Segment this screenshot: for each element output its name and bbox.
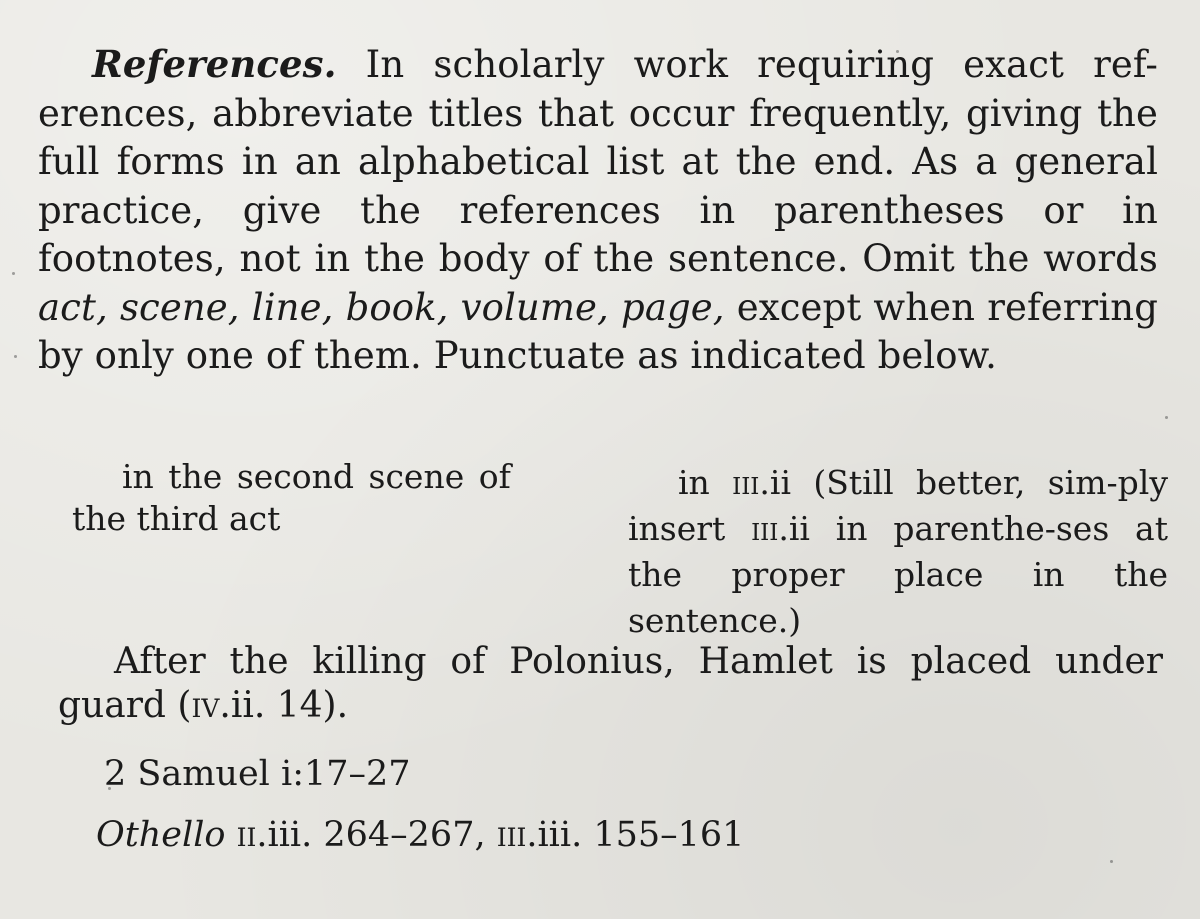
citation-othello: [96, 813, 744, 857]
act-numeral: iii: [732, 463, 760, 502]
act-numeral: iii: [496, 815, 527, 855]
paragraph-text-2: except when referring by only one of them. Punctuate as indicated below.: [38, 285, 1158, 377]
references-paragraph: [38, 40, 1158, 381]
act-numeral: iv: [191, 685, 220, 726]
example-right-text-2: .ii in parenthe-ses at the proper place in the sentence.): [628, 509, 1168, 640]
paragraph-heading: References.: [92, 42, 337, 86]
citation-ref-rest: .iii. 155–161: [526, 815, 745, 855]
paper-speck: [1165, 416, 1168, 419]
act-numeral: iii: [751, 509, 779, 548]
sentence-pre: After the killing of Polonius, Hamlet is placed under guard (: [58, 641, 1163, 726]
paper-speck: [108, 787, 111, 790]
paper-speck: [1110, 860, 1113, 863]
citation-title: Othello: [96, 815, 226, 855]
example-right-text-1: .ii (Still better, sim-ply insert: [628, 463, 1168, 548]
example-right-pre: in: [678, 463, 733, 502]
example-sentence: [58, 640, 1163, 728]
paragraph-text-1: In scholarly work requiring exact ref-erences, abbreviate titles that occur frequently, giving the full forms in an alphabetical list at the end. As a general practice, give the references in parentheses or in footnotes, not in the body of the sentence. Omit the words: [38, 43, 1158, 280]
paper-speck: [896, 50, 899, 53]
example-wordy-form: [72, 456, 572, 540]
italic-word-list: act, scene, line, book, volume, page,: [38, 285, 725, 329]
act-numeral: ii: [236, 815, 257, 855]
paper-speck: [440, 60, 443, 63]
citation-samuel: 2 Samuel i:17–27: [104, 754, 411, 794]
example-left-line-2: the third act: [72, 499, 281, 538]
paper-speck: [12, 272, 15, 275]
paper-speck: [14, 355, 17, 358]
example-abbreviated-form: [628, 460, 1168, 644]
sentence-post: .ii. 14).: [219, 685, 349, 726]
example-left-line-1: in the second scene of: [122, 457, 511, 496]
citation-ref-rest: .iii. 264–267,: [256, 815, 497, 855]
